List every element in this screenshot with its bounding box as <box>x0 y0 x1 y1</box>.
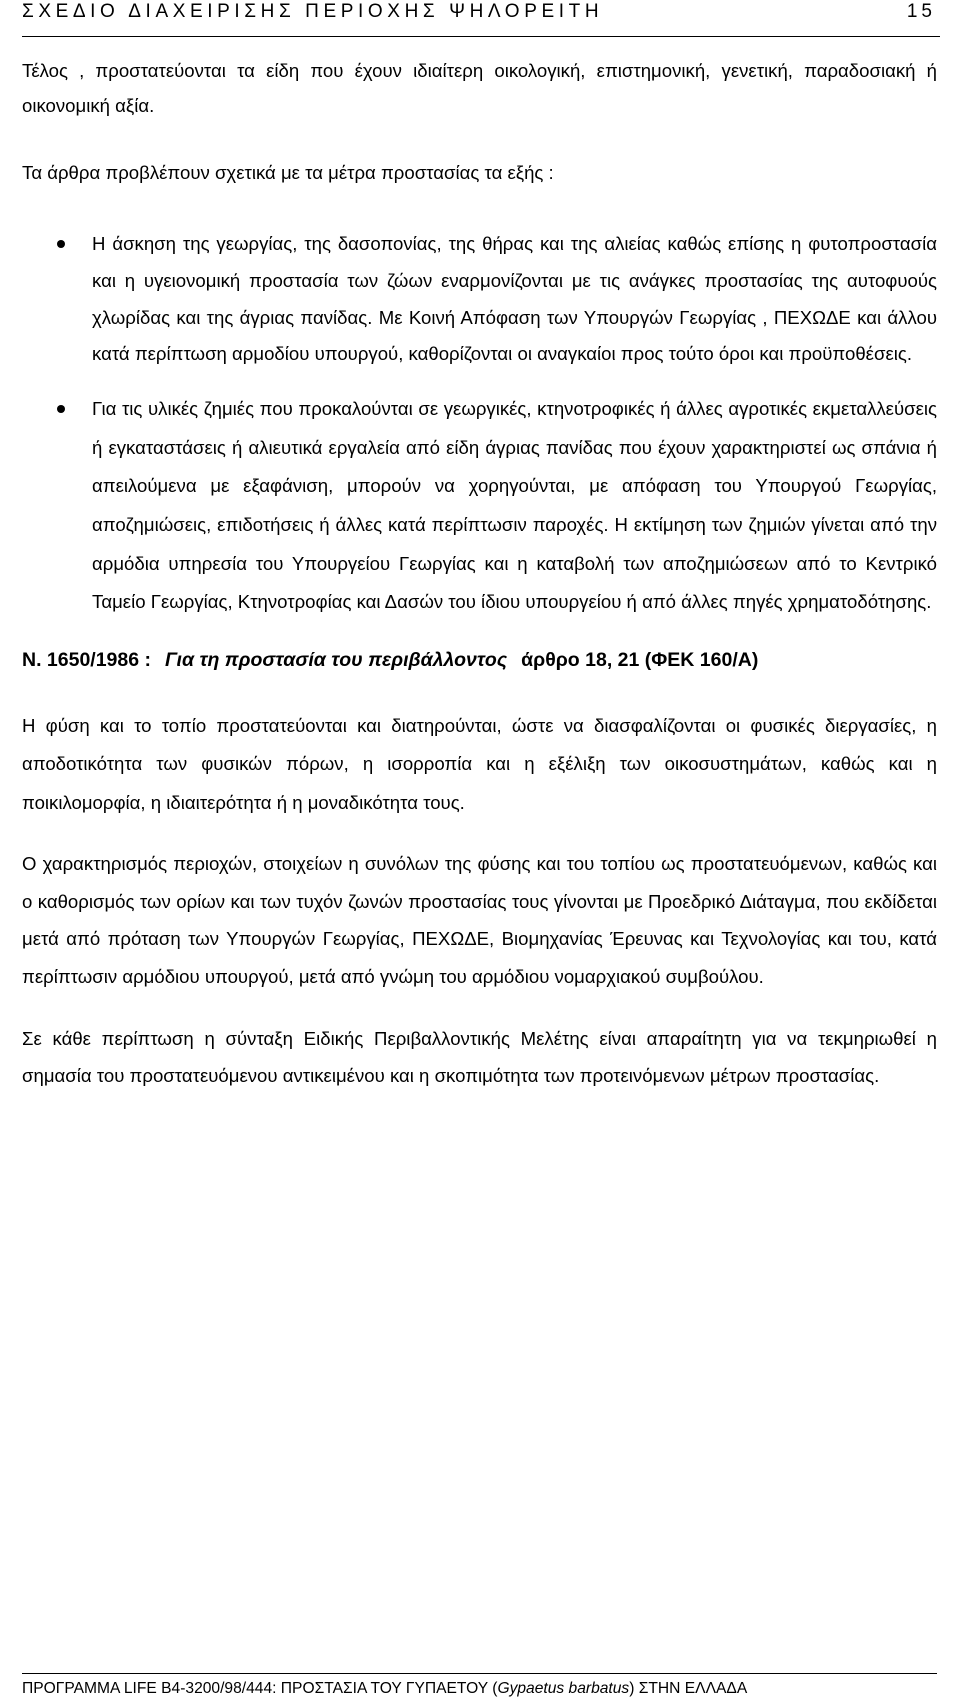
footer-species: Gypaetus barbatus <box>497 1680 630 1697</box>
footer-suffix: ) ΣΤΗΝ ΕΛΛΑΔΑ <box>629 1680 748 1697</box>
paragraph-protected-species: Τέλος , προστατεύονται τα είδη που έχουν ιδιαίτερη οικολογική, επιστημονική, γενετική, παραδοσιακή ή οικονομική αξία. <box>22 60 937 116</box>
protection-measures-list <box>22 226 937 622</box>
footer-prefix: ΠΡΟΓΡΑΜΜΑ LIFE B4-3200/98/444: ΠΡΟΣΤΑΣΙΑ ΤΟΥ ΓΥΠΑΕΤΟΥ ( <box>22 1680 498 1697</box>
law-heading <box>22 641 937 679</box>
list-item <box>22 390 937 622</box>
paragraph-environmental-study: Σε κάθε περίπτωση η σύνταξη Ειδικής Περιβαλλοντικής Μελέτης είναι απαραίτητη για να τεκμηριωθεί η σημασία του προστατευόμενου αντικειμένου και η σκοπιμότητα των προτεινόμενων μέτρων προστασίας. <box>22 1027 937 1086</box>
paragraph-area-designation: Ο χαρακτηρισμός περιοχών, στοιχείων η συνόλων της φύσης και του τοπίου ως προστατευόμενων, καθώς και ο καθορισμός των ορίων και των τυχόν ζωνών προστασίας τους γίνονται με Προεδρικό Διάταγμα, που εκδίδεται μετά από πρόταση των Υπουργών Γεωργίας, ΠΕΧΩΔΕ, Βιομηχανίας Έρευνας και Τεχνολογίας και του, κατά περίπτωσιν αρμόδιου υπουργού, μετά από γνώμη του αρμόδιου νομαρχιακού συμβούλου. <box>22 853 937 988</box>
bullet-icon <box>57 240 65 248</box>
page-content <box>22 53 937 1094</box>
law-articles: άρθρο 18, 21 (ΦΕΚ 160/Α) <box>521 648 759 671</box>
law-title: Για τη προστασία του περιβάλλοντος <box>165 648 508 671</box>
list-item-text: Για τις υλικές ζημιές που προκαλούνται σε γεωργικές, κτηνοτροφικές ή άλλες αγροτικές εκμεταλλεύσεις ή εγκαταστάσεις ή αλιευτικά εργαλεία από είδη άγριας πανίδας που έχουν χαρακτηριστεί ως σπάνια ή απειλούμενα με εξαφάνιση, μπορούν να χορηγούνται, με απόφαση του Υπουργού Γεωργίας, αποζημιώσεις, επιδοτήσεις ή άλλες κατά περίπτωσιν παροχές. Η εκτίμηση των ζημιών γίνεται από την αρμόδια υπηρεσία του Υπουργείου Γεωργίας και η καταβολή των αποζημιώσεων από το Κεντρικό Ταμείο Γεωργίας, Κτηνοτροφίας και Δασών του ίδιου υπουργείου ή από άλλες πηγές χρηματοδότησης. <box>92 398 937 613</box>
bullet-icon <box>57 405 65 413</box>
list-item-text: Η άσκηση της γεωργίας, της δασοπονίας, της θήρας και της αλιείας καθώς επίσης η φυτοπροστασία και η υγειονομική προστασία των ζώων εναρμονίζονται με τις ανάγκες προστασίας της αυτοφυούς χλωρίδας και της άγριας πανίδας. Με Κοινή Απόφαση των Υπουργών Γεωργίας , ΠΕΧΩΔΕ και άλλου κατά περίπτωση αρμοδίου υπουργού, καθορίζονται οι αναγκαίοι προς τούτο όροι και προϋποθέσεις. <box>92 233 937 365</box>
page-number: 15 <box>906 1 936 22</box>
page-header <box>22 0 940 37</box>
paragraph-articles-intro: Τα άρθρα προβλέπουν σχετικά με τα μέτρα προστασίας τα εξής : <box>22 162 554 183</box>
list-item <box>22 226 937 373</box>
paragraph-nature-protection: Η φύση και το τοπίο προστατεύονται και διατηρούνται, ώστε να διασφαλίζονται οι φυσικές διεργασίες, η αποδοτικότητα των φυσικών πόρων, η ισορροπία και η εξέλιξη των οικοσυστημάτων, καθώς και η ποικιλομορφία, η ιδιαιτερότητα ή η μοναδικότητα τους. <box>22 714 937 813</box>
page-footer <box>22 1673 937 1699</box>
header-title: ΣΧΕΔΙΟ ΔΙΑΧΕΙΡΙΣΗΣ ΠΕΡΙΟΧΗΣ ΨΗΛΟΡΕΙΤΗ <box>22 1 604 22</box>
law-number: Ν. 1650/1986 : <box>22 648 152 671</box>
